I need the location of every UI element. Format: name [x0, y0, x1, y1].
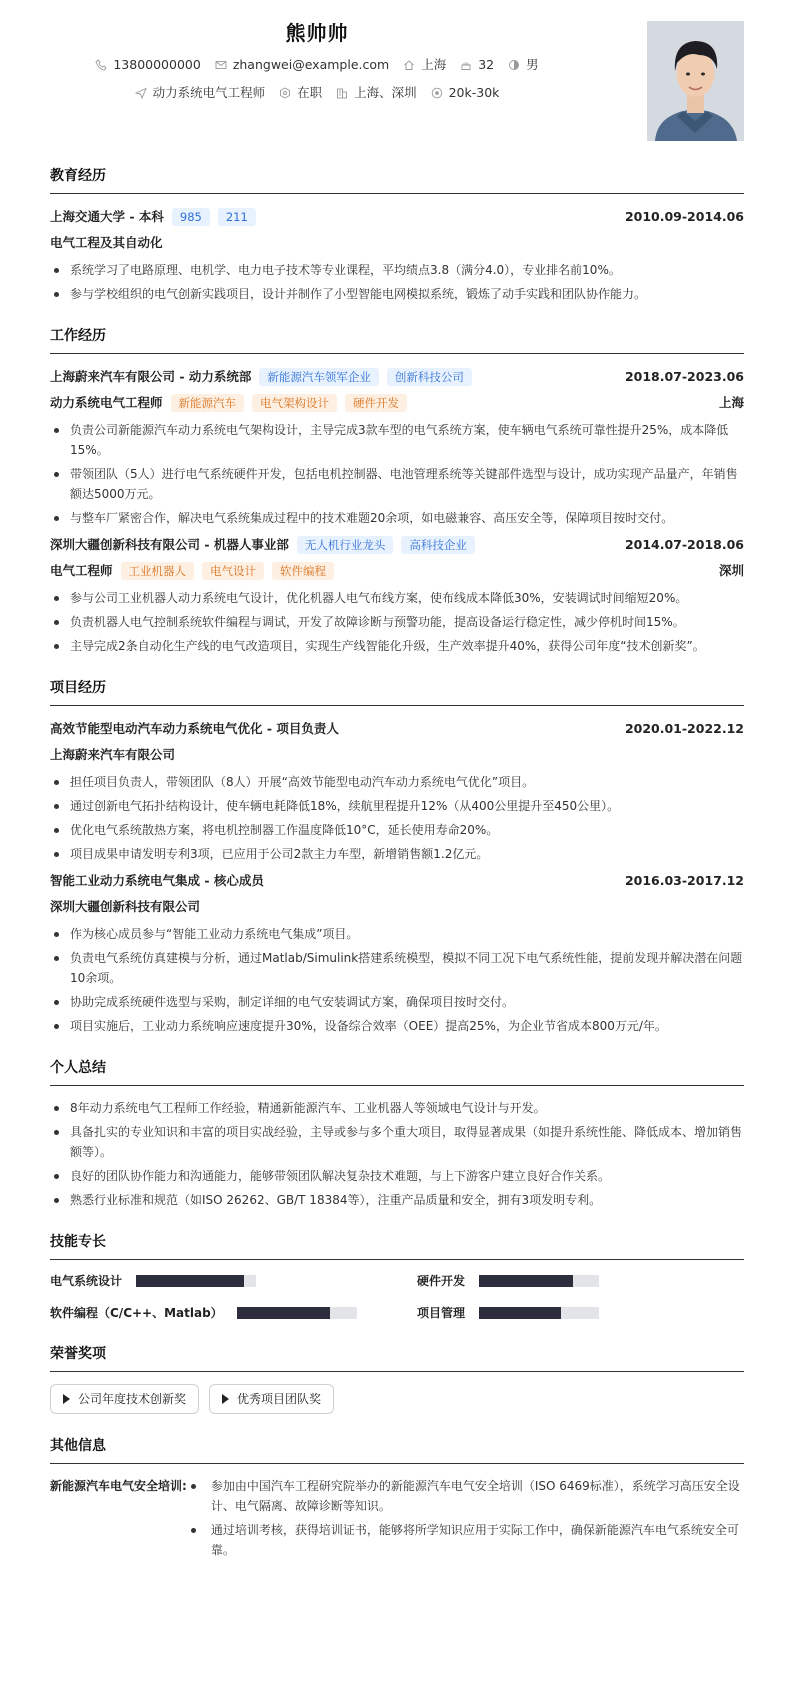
education-section: [50, 166, 744, 304]
intent-row: [50, 84, 584, 103]
project-name: 智能工业动力系统电气集成 - 核心成员: [50, 872, 264, 888]
school-name: 上海交通大学 - 本科: [50, 208, 164, 224]
list-item: 参与学校组织的电气创新实践项目，设计并制作了小型智能电网模拟系统，锻炼了动手实践和团队协作能力。: [50, 284, 744, 304]
status-icon: [279, 87, 291, 99]
list-item: 熟悉行业标准和规范（如ISO 26262、GB/T 18384等），注重产品质量和安全，拥有3项发明专利。: [50, 1190, 744, 1210]
skills-grid: [50, 1272, 744, 1322]
project-date: 2016.03-2017.12: [624, 872, 744, 888]
job-company-line: [50, 368, 472, 387]
summary-bullets: [50, 1098, 744, 1210]
email-info: [215, 56, 389, 75]
other-bullets: [187, 1476, 744, 1564]
education-school-line: [50, 208, 256, 227]
work-section: [50, 326, 744, 656]
project-entry: [50, 718, 744, 864]
education-bullets: [50, 260, 744, 304]
status-info: [279, 84, 322, 103]
skill-bar: [479, 1307, 599, 1319]
job-role-line: [50, 392, 744, 414]
skills-section: [50, 1232, 744, 1322]
education-head: [50, 206, 744, 228]
list-item: 担任项目负责人，带领团队（8人）开展“高效节能型电动汽车动力系统电气优化”项目。: [50, 772, 744, 792]
list-item: 通过培训考核，获得培训证书，能够将所学知识应用于实际工作中，确保新能源汽车电气系统安全可靠。: [187, 1520, 744, 1560]
target-job-info: [135, 84, 266, 103]
status-text: 在职: [297, 85, 323, 100]
list-item: 具备扎实的专业知识和丰富的项目实战经验，主导或参与多个重大项目，取得显著成果（如提升系统性能、降低成本、增加销售额等）。: [50, 1122, 744, 1162]
job-role: 电气工程师: [50, 562, 113, 578]
education-major-line: [50, 232, 744, 254]
location-info: [403, 56, 446, 75]
skill-bar-fill: [479, 1307, 561, 1319]
skill-name: 项目管理: [417, 1306, 466, 1320]
portrait-illustration: [647, 21, 744, 141]
projects-title: 项目经历: [50, 678, 744, 706]
phone-info: [95, 56, 200, 75]
awards-list: [50, 1384, 744, 1414]
skills-title: 技能专长: [50, 1232, 744, 1260]
company-tag: 无人机行业龙头: [297, 536, 394, 554]
awards-section: [50, 1344, 744, 1414]
candidate-name: 熊帅帅: [285, 21, 349, 45]
job-role-group: [50, 562, 334, 581]
job-company-line: [50, 536, 475, 555]
awards-title: 荣誉奖项: [50, 1344, 744, 1372]
skill-name: 硬件开发: [417, 1274, 466, 1288]
list-item: 系统学习了电路原理、电机学、电力电子技术等专业课程，平均绩点3.8（满分4.0），专业排名前10%。: [50, 260, 744, 280]
skill-item: [50, 1304, 377, 1322]
role-tag: 电气设计: [202, 562, 264, 580]
contact-row: [50, 56, 584, 75]
phone-icon: [95, 59, 107, 71]
other-section: [50, 1436, 744, 1564]
job-bullets: [50, 420, 744, 528]
project-org-line: [50, 744, 744, 766]
list-item: 参与公司工业机器人动力系统电气设计，优化机器人电气布线方案，使布线成本降低30%，安装调试时间缩短20%。: [50, 588, 744, 608]
city-icon: [336, 87, 348, 99]
job-head: [50, 366, 744, 388]
gender-info: [508, 56, 539, 75]
list-item: 项目实施后，工业动力系统响应速度提升30%，设备综合效率（OEE）提高25%，为企业节省成本800万元/年。: [50, 1016, 744, 1036]
skill-bar-fill: [479, 1275, 573, 1287]
age-text: 32: [478, 57, 495, 72]
list-item: 8年动力系统电气工程师工作经验，精通新能源汽车、工业机器人等领域电气设计与开发。: [50, 1098, 744, 1118]
list-item: 带领团队（5人）进行电气系统硬件开发，包括电机控制器、电池管理系统等关键部件选型与设计，成功实现产品量产，年销售额达5000万元。: [50, 464, 744, 504]
phone-text: 13800000000: [113, 57, 201, 72]
city-text: 上海、深圳: [354, 85, 417, 100]
project-head: [50, 870, 744, 892]
salary-icon: [431, 87, 443, 99]
project-name: 高效节能型电动汽车动力系统电气优化 - 项目负责人: [50, 720, 339, 736]
skill-name: 电气系统设计: [50, 1274, 123, 1288]
job-date: 2018.07-2023.06: [624, 368, 744, 384]
job-entry: [50, 534, 744, 656]
skill-bar-fill: [136, 1275, 244, 1287]
play-icon: [222, 1394, 229, 1404]
salary-text: 20k-30k: [448, 85, 500, 100]
project-org: 上海蔚来汽车有限公司: [50, 746, 176, 762]
project-head: [50, 718, 744, 740]
home-icon: [403, 59, 415, 71]
company-tag: 创新科技公司: [387, 368, 472, 386]
award-name: 优秀项目团队奖: [237, 1392, 322, 1406]
skill-bar-fill: [237, 1307, 331, 1319]
list-item: 参加由中国汽车工程研究院举办的新能源汽车电气安全培训（ISO 6469标准），系统学习高压安全设计、电气隔离、故障诊断等知识。: [187, 1476, 744, 1516]
skill-name: 软件编程（C/C++、Matlab）: [50, 1306, 223, 1320]
major-name: 电气工程及其自动化: [50, 234, 163, 250]
award-chip: [209, 1384, 334, 1414]
target-job-text: 动力系统电气工程师: [152, 85, 266, 100]
education-date: 2010.09-2014.06: [624, 208, 744, 224]
list-item: 协助完成系统硬件选型与采购，制定详细的电气安装调试方案，确保项目按时交付。: [50, 992, 744, 1012]
job-role: 动力系统电气工程师: [50, 394, 163, 410]
list-item: 通过创新电气拓扑结构设计，使车辆电耗降低18%，续航里程提升12%（从400公里提升至450公里）。: [50, 796, 744, 816]
company-name: 上海蔚来汽车有限公司 - 动力系统部: [50, 368, 252, 384]
project-org-line: [50, 896, 744, 918]
work-title: 工作经历: [50, 326, 744, 354]
role-tag: 工业机器人: [121, 562, 195, 580]
award-name: 公司年度技术创新奖: [78, 1392, 187, 1406]
other-label: 新能源汽车电气安全培训:: [50, 1479, 187, 1493]
list-item: 与整车厂紧密合作，解决电气系统集成过程中的技术难题20余项，如电磁兼容、高压安全等，保障项目按时交付。: [50, 508, 744, 528]
job-head: [50, 534, 744, 556]
email-text: zhangwei@example.com: [232, 57, 390, 72]
role-tag: 电气架构设计: [252, 394, 337, 412]
job-city: 深圳: [718, 562, 744, 578]
profile-photo: [647, 21, 744, 141]
other-entry: [50, 1476, 744, 1564]
education-title: 教育经历: [50, 166, 744, 194]
role-tag: 硬件开发: [345, 394, 407, 412]
salary-info: [431, 84, 500, 103]
projects-section: [50, 678, 744, 1036]
project-bullets: [50, 772, 744, 864]
skill-bar: [136, 1275, 256, 1287]
role-tag: 新能源汽车: [171, 394, 245, 412]
role-tag: 软件编程: [272, 562, 334, 580]
job-city: 上海: [718, 394, 744, 410]
skill-item: [417, 1272, 744, 1290]
list-item: 负责公司新能源汽车动力系统电气架构设计，主导完成3款车型的电气系统方案，使车辆电气系统可靠性提升25%，成本降低15%。: [50, 420, 744, 460]
resume-header: [50, 0, 744, 166]
age-info: [460, 56, 494, 75]
other-title: 其他信息: [50, 1436, 744, 1464]
company-name: 深圳大疆创新科技有限公司 - 机器人事业部: [50, 536, 289, 552]
skill-bar: [237, 1307, 357, 1319]
summary-section: [50, 1058, 744, 1210]
job-date: 2014.07-2018.06: [624, 536, 744, 552]
project-bullets: [50, 924, 744, 1036]
mail-icon: [215, 59, 227, 71]
list-item: 良好的团队协作能力和沟通能力，能够带领团队解决复杂技术难题，与上下游客户建立良好合作关系。: [50, 1166, 744, 1186]
job-bullets: [50, 588, 744, 656]
target-icon: [135, 87, 147, 99]
school-tag: 985: [172, 208, 210, 226]
skill-item: [50, 1272, 377, 1290]
job-role-line: [50, 560, 744, 582]
company-tag: 高科技企业: [401, 536, 475, 554]
job-entry: [50, 366, 744, 528]
company-tag: 新能源汽车领军企业: [259, 368, 379, 386]
gender-icon: [508, 59, 520, 71]
summary-title: 个人总结: [50, 1058, 744, 1086]
list-item: 作为核心成员参与“智能工业动力系统电气集成”项目。: [50, 924, 744, 944]
city-info: [336, 84, 417, 103]
school-tag: 211: [218, 208, 256, 226]
list-item: 主导完成2条自动化生产线的电气改造项目，实现生产线智能化升级，生产效率提升40%，获得公司年度“技术创新奖”。: [50, 636, 744, 656]
list-item: 项目成果申请发明专利3项，已应用于公司2款主力车型，新增销售额1.2亿元。: [50, 844, 744, 864]
skill-bar: [479, 1275, 599, 1287]
list-item: 优化电气系统散热方案，将电机控制器工作温度降低10°C，延长使用寿命20%。: [50, 820, 744, 840]
award-chip: [50, 1384, 199, 1414]
project-entry: [50, 870, 744, 1036]
age-icon: [460, 59, 472, 71]
project-org: 深圳大疆创新科技有限公司: [50, 898, 201, 914]
skill-item: [417, 1304, 744, 1322]
gender-text: 男: [526, 57, 539, 72]
location-text: 上海: [421, 57, 447, 72]
list-item: 负责机器人电气控制系统软件编程与调试，开发了故障诊断与预警功能，提高设备运行稳定性，减少停机时间15%。: [50, 612, 744, 632]
play-icon: [63, 1394, 70, 1404]
list-item: 负责电气系统仿真建模与分析，通过Matlab/Simulink搭建系统模型，模拟不同工况下电气系统性能，提前发现并解决潜在问题10余项。: [50, 948, 744, 988]
job-role-group: [50, 394, 407, 413]
project-date: 2020.01-2022.12: [624, 720, 744, 736]
